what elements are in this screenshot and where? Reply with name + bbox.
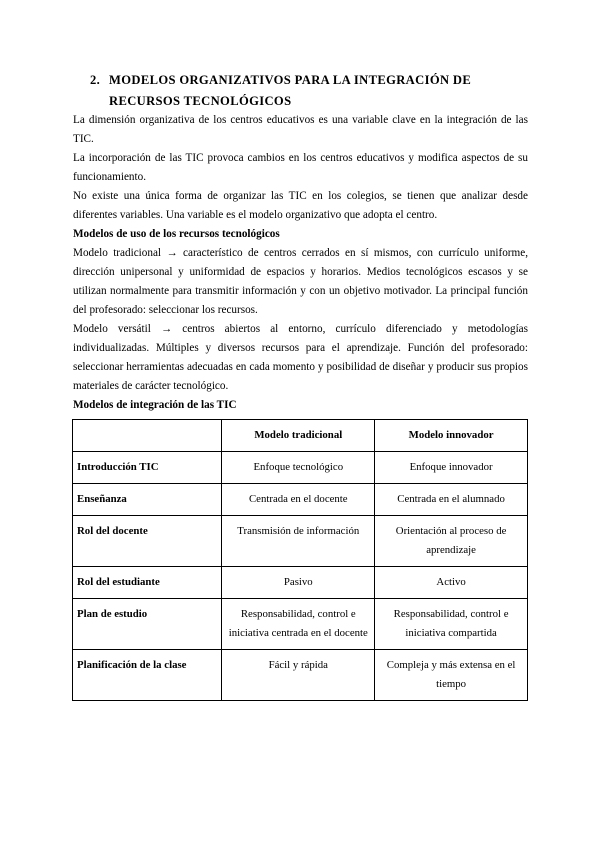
cell-traditional: Pasivo [222, 567, 375, 599]
integration-models-table [72, 419, 528, 701]
row-label: Introducción TIC [73, 452, 222, 484]
row-label: Rol del docente [73, 516, 222, 567]
cell-innovative: Orientación al proceso de aprendizaje [375, 516, 528, 567]
column-header-empty [73, 420, 222, 452]
paragraph-traditional-model: Modelo tradicional → característico de centros cerrados en sí mismos, con currículo uniforme, dirección unipersonal y uniformidad de espacios y horarios. Medios tecnológicos escasos y se utilizan normalmente para transmitir información y con un objetivo motivador. La principal función del profesorado: seleccionar los recursos. [73, 247, 528, 316]
cell-innovative: Enfoque innovador [375, 452, 528, 484]
table-row [73, 599, 528, 650]
table-row [73, 567, 528, 599]
row-label: Planificación de la clase [73, 650, 222, 701]
cell-innovative: Compleja y más extensa en el tiempo [375, 650, 528, 701]
table-header-row [73, 420, 528, 452]
cell-traditional: Responsabilidad, control e iniciativa centrada en el docente [222, 599, 375, 650]
table-row [73, 650, 528, 701]
cell-traditional: Centrada en el docente [222, 484, 375, 516]
paragraph: La dimensión organizativa de los centros educativos es una variable clave en la integración de las TIC. [73, 114, 528, 145]
subheading-usage-models: Modelos de uso de los recursos tecnológicos [73, 228, 280, 240]
cell-innovative: Centrada en el alumnado [375, 484, 528, 516]
column-header-innovative: Modelo innovador [375, 420, 528, 452]
row-label: Enseñanza [73, 484, 222, 516]
cell-innovative: Responsabilidad, control e iniciativa compartida [375, 599, 528, 650]
table-row [73, 452, 528, 484]
table-row [73, 516, 528, 567]
cell-innovative: Activo [375, 567, 528, 599]
paragraph: La incorporación de las TIC provoca cambios en los centros educativos y modifica aspectos de su funcionamiento. [73, 152, 528, 183]
table-row [73, 484, 528, 516]
column-header-traditional: Modelo tradicional [222, 420, 375, 452]
cell-traditional: Fácil y rápida [222, 650, 375, 701]
cell-traditional: Enfoque tecnológico [222, 452, 375, 484]
paragraph: No existe una única forma de organizar las TIC en los colegios, se tienen que analizar desde diferentes variables. Una variable es el modelo organizativo que adopta el centro. [73, 190, 528, 221]
paragraph-versatile-model: Modelo versátil → centros abiertos al entorno, currículo diferenciado y metodologías individualizadas. Múltiples y diversos recursos para el aprendizaje. Función del profesorado: seleccionar herramientas adecuadas en cada momento y posibilidad de diseñar y producir sus propios materiales de carácter tecnológico. [73, 323, 528, 392]
document-body [73, 111, 528, 415]
section-number: 2. [90, 73, 101, 87]
subheading-integration-models: Modelos de integración de las TIC [73, 399, 237, 411]
row-label: Rol del estudiante [73, 567, 222, 599]
row-label: Plan de estudio [73, 599, 222, 650]
cell-traditional: Transmisión de información [222, 516, 375, 567]
section-title: MODELOS ORGANIZATIVOS PARA LA INTEGRACIÓN DE RECURSOS TECNOLÓGICOS [109, 73, 472, 108]
